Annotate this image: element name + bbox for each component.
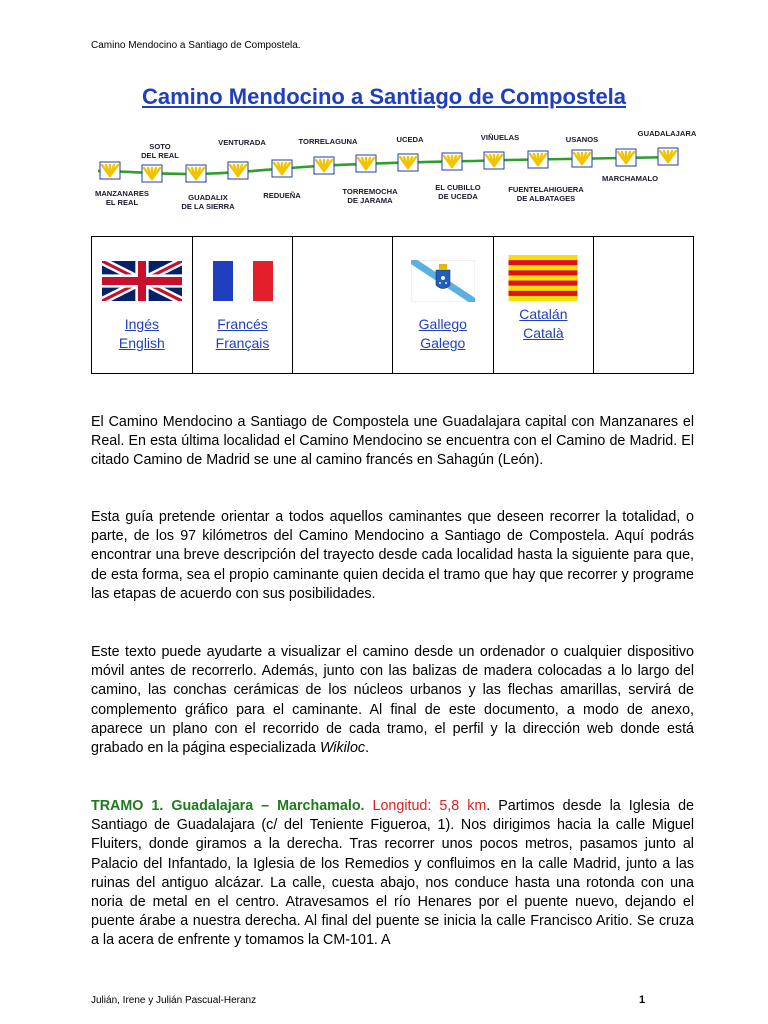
scallop-shell-icon	[142, 165, 162, 182]
tramo-1-title: TRAMO 1. Guadalajara – Marchamalo.	[91, 798, 365, 814]
route-label-marchamalo: MARCHAMALO	[601, 174, 659, 183]
scallop-shell-icon	[442, 153, 462, 170]
route-label-manzanares: MANZANARES EL REAL	[95, 189, 149, 207]
scallop-shell-icon	[272, 160, 292, 177]
galicia-flag-icon	[411, 260, 475, 302]
route-bottom-labels	[95, 174, 658, 211]
usage-end: .	[365, 740, 370, 757]
route-label-uceda: UCEDA	[396, 135, 424, 144]
catalonia-flag-icon	[508, 255, 578, 301]
route-label-venturada: VENTURADA	[218, 138, 266, 147]
page-title: Camino Mendocino a Santiago de Compostela	[141, 84, 627, 109]
language-cell-galician	[393, 237, 494, 374]
route-label-soto: SOTO DEL REAL	[141, 142, 179, 160]
route-label-fuentelahiguera: FUENTELAHIGUERA DE ALBATAGES	[508, 185, 584, 203]
language-cell-catalan	[493, 237, 594, 374]
language-cell-french	[192, 237, 293, 374]
scallop-shell-icon	[228, 162, 248, 179]
scallop-shell-icon	[356, 155, 376, 172]
page-number: 1	[639, 994, 646, 1006]
link-frances[interactable]: Francés	[217, 316, 268, 332]
language-cell-empty-1	[293, 237, 393, 374]
running-header: Camino Mendocino a Santiago de Compostela.	[91, 40, 301, 51]
scallop-shell-icon	[314, 157, 334, 174]
link-gallego[interactable]: Gallego	[418, 316, 467, 332]
intro-paragraph: El Camino Mendocino a Santiago de Compostela une Guadalajara capital con Manzanares el Real. En esta última localidad el Camino Mendocino se encuentra con el Camino de Madrid. El citado Camino de Madrid se une al camino francés en Sahagún (León).	[91, 414, 694, 469]
route-label-guadalajara: GUADALAJARA	[637, 129, 697, 138]
usage-paragraph	[91, 643, 694, 758]
route-map	[88, 124, 708, 224]
route-label-reduena: REDUEÑA	[263, 191, 301, 200]
scallop-shell-icon	[398, 154, 418, 171]
scallop-shell-icon	[658, 148, 678, 165]
link-ingles[interactable]: Ingés	[124, 316, 159, 332]
usage-text: Este texto puede ayudarte a visualizar el camino desde un ordenador o cualquier dispositivo móvil antes de recorrerlo. Además, junto con las balizas de madera colocadas a lo largo del camino, las conchas cerámicas de los núcleos urbanos y las flechas amarillas, servirá de complemento gráfico para el caminante. Al final de este documento, a modo de anexo, aparece un plano con el recorrido de cada tramo, el perfil y la dirección web donde está grabado en la página especializada	[91, 644, 694, 757]
route-label-cubillo: EL CUBILLO DE UCEDA	[435, 183, 481, 201]
language-cell-english	[92, 237, 193, 374]
uk-flag-icon	[102, 261, 182, 301]
tramo-1-length: Longitud: 5,8 km	[372, 798, 487, 814]
link-galego[interactable]: Galego	[420, 335, 466, 351]
language-cell-empty-2	[594, 237, 694, 374]
footer-authors: Julián, Irene y Julián Pascual-Heranz	[91, 995, 257, 1006]
route-label-torrelaguna: TORRELAGUNA	[298, 137, 358, 146]
scallop-shell-icon	[484, 152, 504, 169]
route-label-usanos: USANOS	[565, 135, 599, 144]
purpose-paragraph: Esta guía pretende orientar a todos aquellos caminantes que deseen recorrer la totalidad, o parte, de los 97 kilómetros del Camino Mendocino a Santiago de Compostela. Aquí podrás encontrar una breve descripción del trayecto desde cada localidad hasta la siguiente para que, de esta forma, sea el propio caminante quien decida el tramo que hay que recorrer y programe las etapas de acuerdo con sus posibilidades.	[91, 509, 694, 602]
france-flag-icon	[212, 261, 274, 301]
link-catala[interactable]: Català	[523, 325, 564, 341]
route-label-torremocha: TORREMOCHA DE JARAMA	[342, 187, 398, 205]
scallop-shell-icon	[572, 150, 592, 167]
scallop-shell-icon	[186, 165, 206, 182]
tramo-1-text: . Partimos desde la Iglesia de Santiago de Guadalajara (c/ del Teniente Figueroa, 1). Nos dirigimos hacia la calle Miguel Fluiters, donde giramos a la derecha. Tras recorrer unos pocos metros, pasamos junto al Palacio del Infantado, la Iglesia de los Remedios y confluimos en la calle Madrid, junto a las ruinas del antiguo alcázar. La calle, cuesta abajo, nos conduce hasta una rotonda con una noria de metal en el centro. Atravesamos el río Henares por el puente nuevo, dejando el puente árabe a nuestra derecha. Al final del puente se inicia la calle Francisco Aritio. Se cruza a la acera de enfrente y tomamos la CM-101. A	[91, 798, 694, 949]
link-catalan[interactable]: Catalán	[519, 306, 568, 322]
scallop-shell-icon	[100, 162, 120, 179]
route-top-labels	[141, 129, 697, 160]
link-english[interactable]: English	[118, 335, 165, 351]
wikiloc-name: Wikiloc	[319, 740, 366, 757]
route-label-vinuelas: VIÑUELAS	[480, 133, 520, 142]
route-label-guadalix: GUADALIX DE LA SIERRA	[181, 193, 235, 211]
scallop-shell-icon	[528, 151, 548, 168]
link-francais[interactable]: Français	[215, 335, 270, 351]
scallop-shell-icon	[616, 149, 636, 166]
tramo-1-paragraph	[91, 797, 694, 951]
language-table	[91, 236, 694, 374]
